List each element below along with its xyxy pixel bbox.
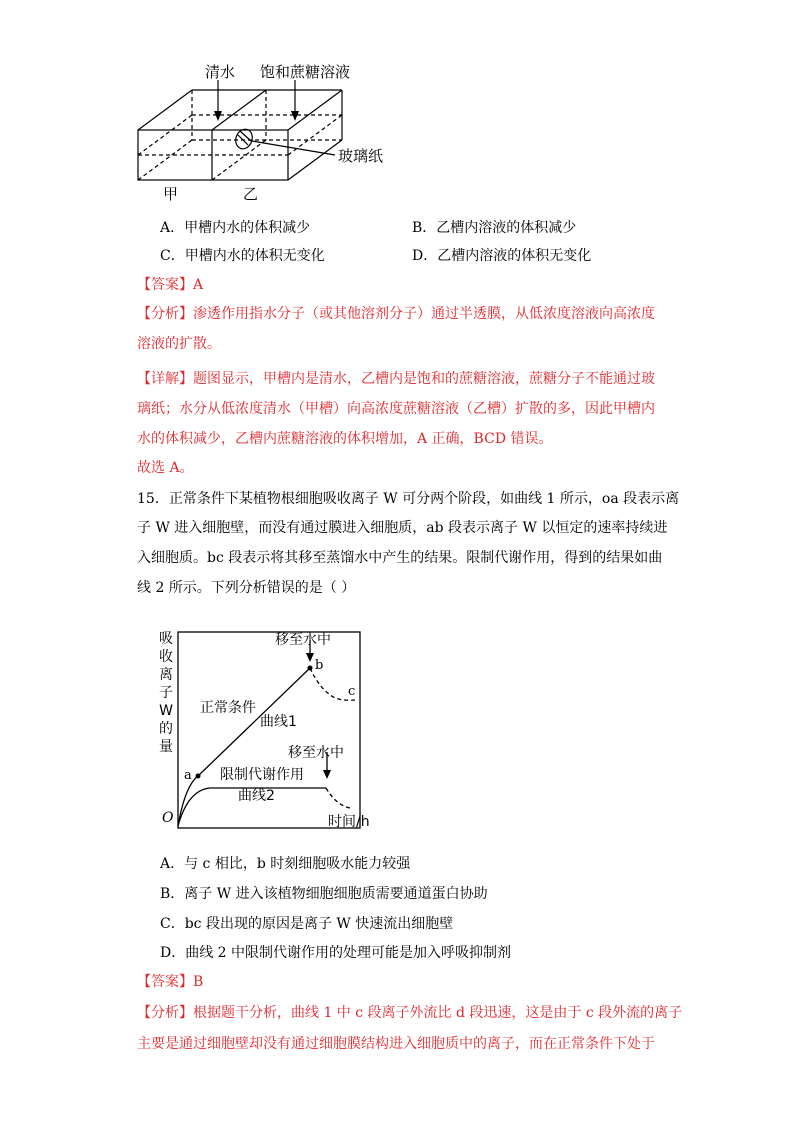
point-b-dot bbox=[308, 666, 313, 671]
q15-stem-line-2: 子 W 进入细胞壁，而没有通过膜进入细胞质，ab 段表示离子 W 以恒定的速率持续进 bbox=[137, 520, 668, 536]
curve-2-label: 曲线2 bbox=[238, 788, 275, 804]
move-to-water-label-1: 移至水中 bbox=[275, 632, 331, 648]
q15-option-a: A．与 c 相比，b 时刻细胞吸水能力较强 bbox=[160, 856, 411, 872]
q15-analysis-line-1: 【分析】根据题干分析，曲线 1 中 c 段离子外流比 d 段迅速，这是由于 c 段外流的离子 bbox=[137, 1005, 683, 1021]
label-sucrose: 饱和蔗糖溶液 bbox=[260, 63, 351, 81]
q15-stem-line-4: 线 2 所示。下列分析错误的是（ ） bbox=[137, 580, 356, 596]
q15-option-d: D．曲线 2 中限制代谢作用的处理可能是加入呼吸抑制剂 bbox=[160, 945, 512, 961]
x-axis-label: 时间/h bbox=[328, 814, 370, 830]
q14-option-c: C．甲槽内水的体积无变化 bbox=[160, 248, 325, 264]
q14-option-a: A．甲槽内水的体积减少 bbox=[160, 220, 311, 236]
label-cellophane: 玻璃纸 bbox=[338, 147, 384, 165]
q14-option-d: D．乙槽内溶液的体积无变化 bbox=[412, 248, 592, 264]
q14-conclusion: 故选 A。 bbox=[137, 460, 194, 476]
label-yi: 乙 bbox=[243, 185, 259, 203]
q14-answer: 【答案】A bbox=[137, 277, 204, 293]
q14-analysis-line-2: 溶液的扩散。 bbox=[137, 336, 221, 352]
restricted-metabolism-label: 限制代谢作用 bbox=[220, 767, 304, 783]
origin-label: O bbox=[162, 810, 174, 826]
q14-detail-line-3: 水的体积减少，乙槽内蔗糖溶液的体积增加，A 正确，BCD 错误。 bbox=[137, 431, 553, 447]
q15-analysis-line-2: 主要是通过细胞壁却没有通过细胞膜结构进入细胞质中的离子，而在正常条件下处于 bbox=[137, 1036, 655, 1052]
curve-2-dashed bbox=[326, 788, 350, 808]
label-jia: 甲 bbox=[163, 185, 179, 203]
q15-option-b: B．离子 W 进入该植物细胞细胞质需要通道蛋白协助 bbox=[160, 886, 488, 902]
curve-1-label: 曲线1 bbox=[260, 714, 297, 730]
q14-detail-line-2: 璃纸；水分从低浓度清水（甲槽）向高浓度蔗糖溶液（乙槽）扩散的多，因此甲槽内 bbox=[137, 401, 655, 417]
q14-option-b: B．乙槽内溶液的体积减少 bbox=[412, 220, 577, 236]
point-a-dot bbox=[196, 774, 201, 779]
q14-analysis-line-1: 【分析】渗透作用指水分子（或其他溶剂分子）通过半透膜，从低浓度溶液向高浓度 bbox=[137, 306, 655, 322]
q15-stem-line-3: 入细胞质。bc 段表示将其移至蒸馏水中产生的结果。限制代谢作用，得到的结果如曲 bbox=[137, 550, 663, 566]
q15-answer: 【答案】B bbox=[137, 974, 204, 990]
normal-condition-label: 正常条件 bbox=[200, 700, 256, 716]
move-to-water-label-2: 移至水中 bbox=[288, 745, 344, 761]
point-b-label: b bbox=[315, 658, 324, 673]
y-axis-label: 吸 收 离 子 W 的 量 bbox=[159, 631, 173, 755]
point-c-label: c bbox=[348, 684, 356, 699]
q14-detail-line-1: 【详解】题图显示，甲槽内是清水，乙槽内是饱和的蔗糖溶液，蔗糖分子不能通过玻 bbox=[137, 371, 655, 387]
label-water: 清水 bbox=[205, 63, 236, 81]
point-a-label: a bbox=[184, 768, 192, 783]
q15-option-c: C．bc 段出现的原因是离子 W 快速流出细胞壁 bbox=[160, 916, 454, 932]
q15-stem-line-1: 15．正常条件下某植物根细胞吸收离子 W 可分两个阶段，如曲线 1 所示，oa 段表示离 bbox=[137, 491, 680, 507]
